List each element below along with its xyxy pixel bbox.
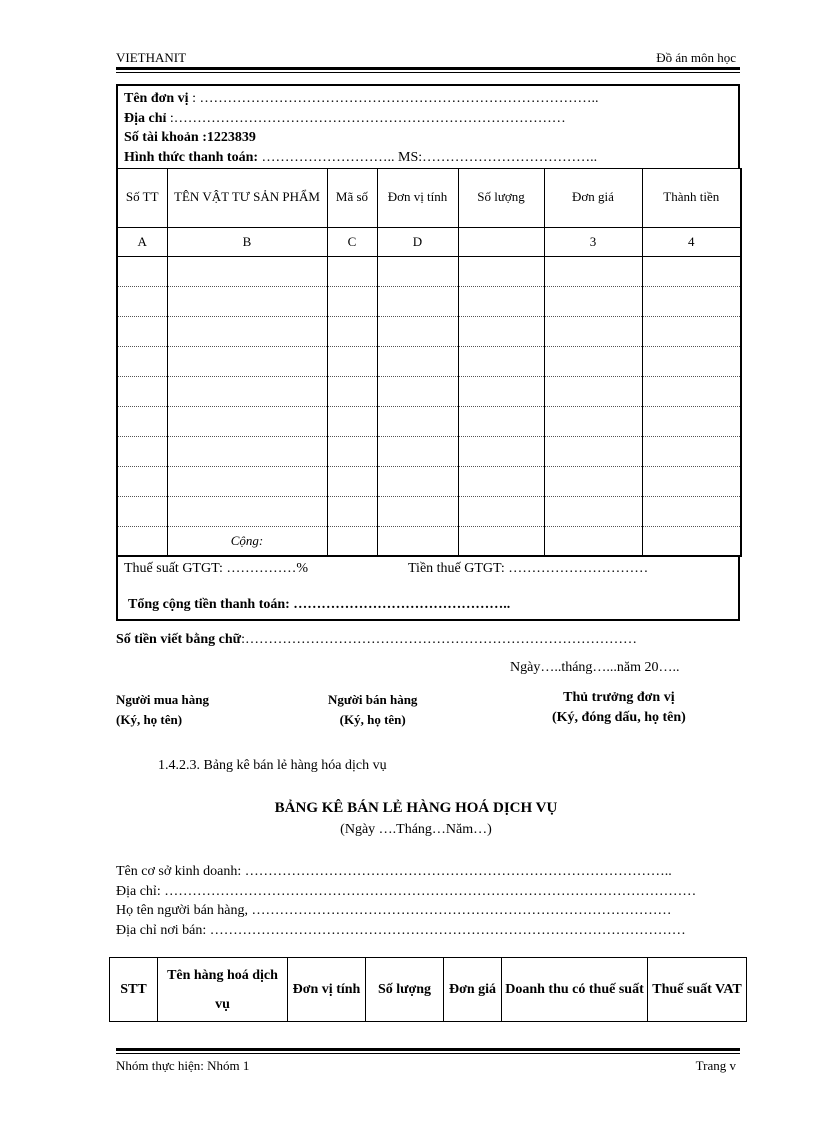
table-row: [117, 376, 741, 406]
retail-fields: [116, 862, 696, 940]
table-row: [117, 256, 741, 286]
tax-amount: Tiền thuế GTGT: …………………………: [408, 561, 649, 576]
footer-rule: [116, 1048, 740, 1051]
amount-in-words: [116, 632, 637, 648]
date-line: Ngày…..tháng…...năm 20…..: [510, 660, 680, 675]
total-label: Cộng:: [167, 526, 327, 556]
retail-field: Địa chỉ: ……………………………………………………………………………………………………: [116, 883, 697, 899]
footer-rule-thin: [116, 1053, 740, 1054]
grand-total: Tổng cộng tiền thanh toán: ………………………………………..: [128, 597, 511, 612]
col-header: STT: [110, 958, 158, 1022]
footer-left: Nhóm thực hiện: Nhóm 1: [116, 1058, 250, 1073]
unit-line: [124, 89, 738, 109]
invoice-header-row: [117, 168, 741, 227]
col-header: Mã số: [327, 168, 377, 227]
retail-field: Họ tên người bán hàng, ………………………………………………………………………………: [116, 903, 672, 918]
head-signature: [552, 690, 686, 726]
col-letter: C: [327, 227, 377, 256]
col-letter: 4: [642, 227, 741, 256]
col-letter: D: [377, 227, 458, 256]
seller-label: Người bán hàng: [328, 692, 418, 707]
invoice-letter-row: [117, 227, 741, 256]
retail-header-row: [110, 958, 747, 1022]
unit-value: : …………………………………………………………………………..: [188, 91, 599, 106]
col-letter: A: [117, 227, 167, 256]
buyer-signature: [116, 692, 209, 728]
address-label: Địa chỉ: [124, 110, 167, 126]
col-header: Đơn vị tính: [377, 168, 458, 227]
section-heading: 1.4.2.3. Bảng kê bán lẻ hàng hóa dịch vụ: [158, 758, 387, 773]
col-header: Thuế suất VAT: [648, 958, 747, 1022]
invoice-total-row: [117, 526, 741, 556]
retail-table: [109, 957, 747, 1022]
col-letter: 3: [544, 227, 642, 256]
col-letter: [458, 227, 544, 256]
invoice-info-box: [116, 84, 740, 169]
table-row: [117, 346, 741, 376]
col-header: Số lượng: [366, 958, 444, 1022]
buyer-label: Người mua hàng: [116, 692, 210, 707]
table-row: [117, 286, 741, 316]
col-header: Doanh thu có thuế suất: [502, 958, 648, 1022]
header-rule: [116, 67, 740, 70]
invoice-table: [116, 168, 742, 557]
account-label: Số tài khoản :1223839: [124, 130, 256, 145]
seller-signature: [328, 692, 417, 728]
retail-title: BẢNG KÊ BÁN LẺ HÀNG HOÁ DỊCH VỤ: [274, 800, 558, 816]
seller-sub: (Ký, họ tên): [339, 712, 406, 727]
address-value: :…………………………………………………………………………: [166, 110, 566, 126]
header-right: Đồ án môn học: [656, 50, 736, 65]
tax-rate: Thuế suất GTGT: ……………%: [124, 561, 308, 576]
footer-right: Trang v: [695, 1058, 736, 1073]
table-row: [117, 406, 741, 436]
header-left: VIETHANIT: [116, 50, 187, 65]
table-row: [117, 466, 741, 496]
col-header: Đơn giá: [544, 168, 642, 227]
amount-in-words-value: :…………………………………………………………………………: [241, 632, 637, 647]
col-header: TÊN VẬT TƯ SẢN PHẨM: [167, 168, 327, 227]
table-row: [117, 436, 741, 466]
tax-box: [116, 555, 740, 621]
table-row: [117, 496, 741, 526]
amount-in-words-label: Số tiền viết bằng chữ: [116, 632, 242, 647]
header-rule-thin: [116, 72, 740, 73]
col-header: Số lượng: [458, 168, 544, 227]
retail-subtitle: (Ngày ….Tháng…Năm…): [340, 822, 492, 837]
head-label: Thủ trưởng đơn vị: [563, 690, 675, 705]
account-line: [124, 128, 738, 148]
col-letter: B: [167, 227, 327, 256]
col-header: Tên hàng hoá dịch vụ: [158, 958, 288, 1022]
col-header: Thành tiền: [642, 168, 741, 227]
retail-field: Tên cơ sở kinh doanh: ………………………………………………………………………………..: [116, 864, 672, 879]
address-line: [124, 109, 738, 129]
head-sub: (Ký, đóng dấu, họ tên): [552, 710, 686, 725]
col-header: Đơn vị tính: [288, 958, 366, 1022]
payment-line: [124, 148, 738, 168]
buyer-sub: (Ký, họ tên): [116, 712, 183, 727]
retail-field: Địa chỉ nơi bán: …………………………………………………………………………………………: [116, 922, 686, 938]
col-header: Đơn giá: [444, 958, 502, 1022]
payment-label: Hình thức thanh toán:: [124, 149, 259, 165]
table-row: [117, 316, 741, 346]
unit-label: Tên đơn vị: [124, 91, 189, 106]
payment-value: ……………………….. MS:………………………………..: [258, 149, 598, 165]
col-header: Số TT: [117, 168, 167, 227]
